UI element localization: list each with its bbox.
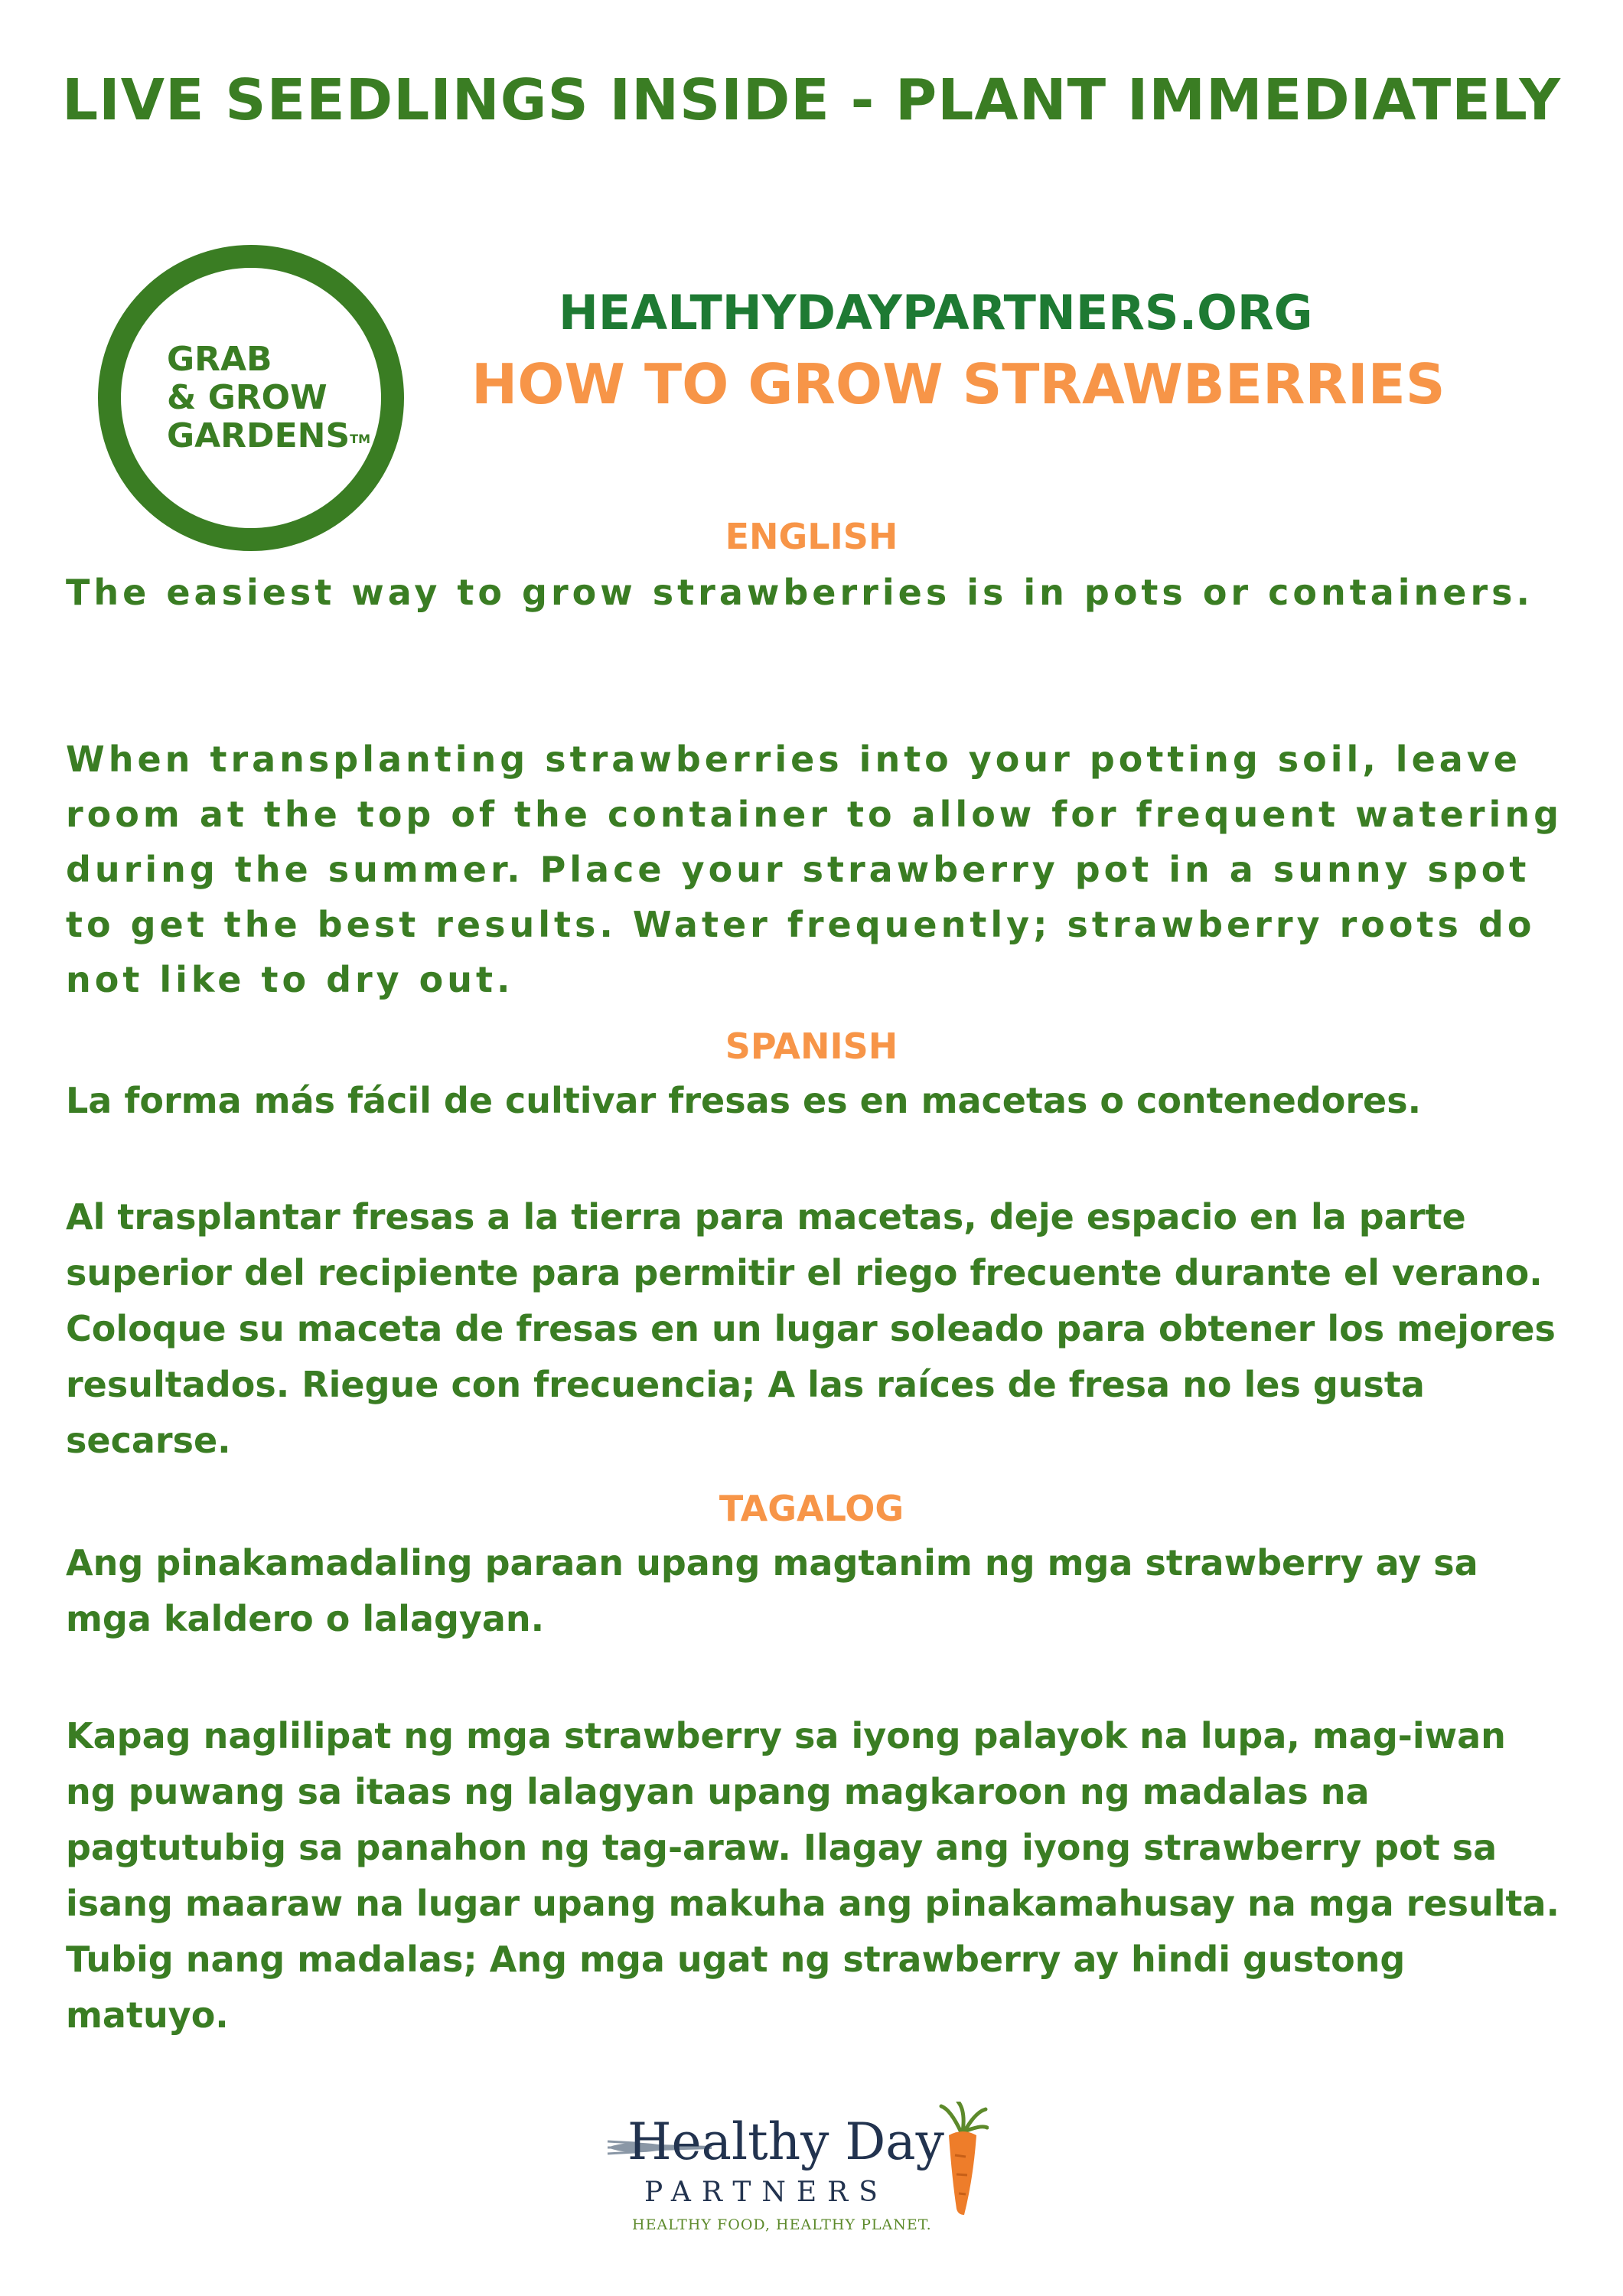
- section-heading-spanish: SPANISH: [725, 1026, 898, 1067]
- logo-trademark: TM: [350, 432, 370, 446]
- section-heading-tagalog: TAGALOG: [719, 1488, 904, 1529]
- english-paragraph-1: The easiest way to grow strawberries is in pots or containers.: [66, 572, 1534, 613]
- footer-tagline: HEALTHY FOOD, HEALTHY PLANET.: [632, 2216, 932, 2233]
- logo-line-2: & GROW: [167, 378, 328, 417]
- english-paragraph-2: When transplanting strawberries into your potting soil, leave room at the top of the container to allow for frequent watering during the summer. Place your strawberry pot in a sunny spot to get the best results. Water frequently; strawberry roots do not like to dry out.: [66, 739, 1563, 1000]
- footer-wordmark: Healthy Day: [627, 2112, 944, 2171]
- logo-line-3: [167, 416, 370, 455]
- carrot-icon: [935, 2102, 989, 2216]
- spanish-paragraph-1: La forma más fácil de cultivar fresas es en macetas o contenedores.: [66, 1080, 1422, 1121]
- healthy-day-partners-logo: [605, 2109, 1033, 2239]
- grab-grow-gardens-logo: [98, 245, 404, 551]
- section-heading-english: ENGLISH: [725, 516, 898, 557]
- logo-line-1: GRAB: [167, 340, 272, 379]
- site-url: HEALTHYDAYPARTNERS.ORG: [559, 285, 1313, 341]
- page-title: HOW TO GROW STRAWBERRIES: [471, 352, 1445, 416]
- tagalog-paragraph-1: Ang pinakamadaling paraan upang magtanim ng mga strawberry ay sa mga kaldero o lalagyan.: [66, 1542, 1478, 1639]
- footer-partners: PARTNERS: [644, 2177, 888, 2208]
- logo-line-3-text: GARDENS: [167, 416, 350, 455]
- spanish-paragraph-2: Al trasplantar fresas a la tierra para macetas, deje espacio en la parte superior del recipiente para permitir el riego frecuente durante el verano. Coloque su maceta de fresas en un lugar soleado para obtener los mejores resultados. Riegue con frecuencia; A las raíces de fresa no les gusta secarse.: [66, 1196, 1556, 1461]
- seedlings-banner: LIVE SEEDLINGS INSIDE - PLANT IMMEDIATELY: [62, 67, 1561, 133]
- logo-text: [167, 340, 370, 455]
- tagalog-paragraph-2: Kapag naglilipat ng mga strawberry sa iyong palayok na lupa, mag-iwan ng puwang sa itaas ng lalagyan upang magkaroon ng madalas na pagtutubig sa panahon ng tag-araw. Ilagay ang iyong strawberry pot sa isang maaraw na lugar upang makuha ang pinakamahusay na mga resulta. Tubig nang madalas; Ang mga ugat ng strawberry ay hindi gustong matuyo.: [66, 1715, 1559, 2036]
